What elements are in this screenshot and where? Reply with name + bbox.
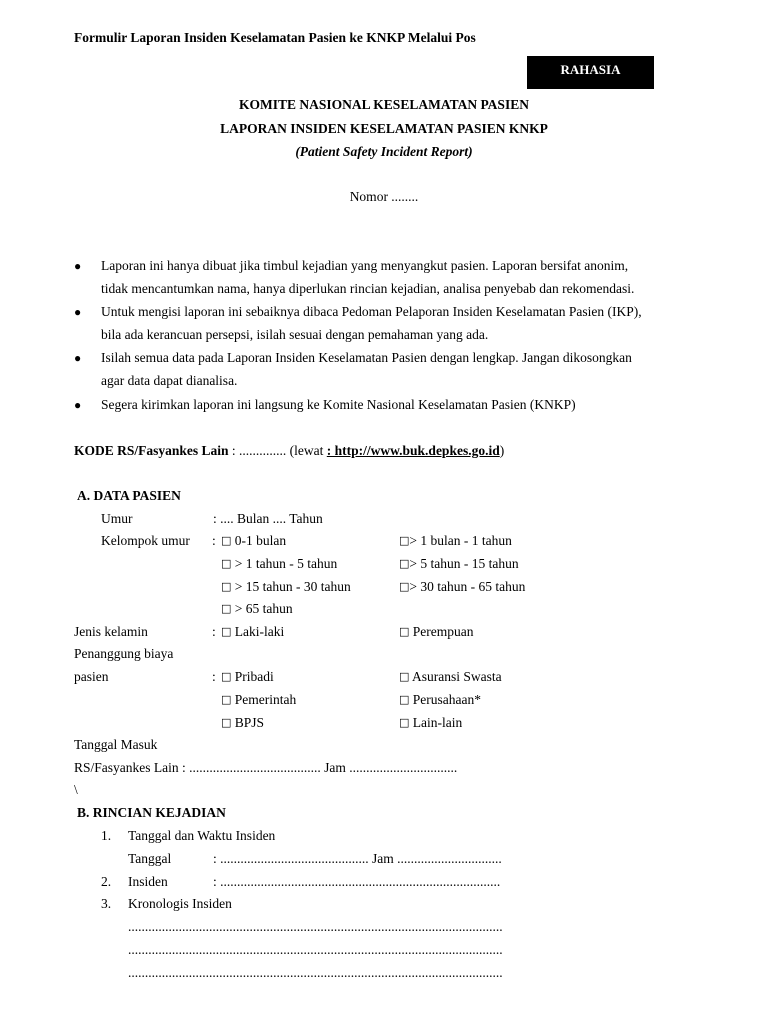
age-option-15-30-tahun[interactable] (221, 579, 351, 595)
instruction-3-line2: agar data dapat dianalisa. (101, 373, 238, 388)
kelompok-umur-label: Kelompok umur (101, 533, 190, 548)
checkbox-icon[interactable]: □ (399, 670, 410, 683)
kode-fill: : .............. (lewat (228, 443, 327, 458)
tanggal-masuk-label: Tanggal Masuk (74, 737, 158, 752)
bullet-icon: ● (74, 398, 82, 412)
bullet-icon: ● (74, 351, 82, 365)
checkbox-icon[interactable]: □ (221, 625, 232, 638)
item-2-number: 2. (101, 874, 112, 889)
instruction-2-line1: Untuk mengisi laporan ini sebaiknya dibaca Pedoman Pelaporan Insiden Keselamatan Pasien (IKP), (101, 304, 642, 319)
section-a-heading: A. DATA PASIEN (77, 488, 181, 503)
option-label: Lain-lain (412, 715, 463, 730)
option-label: > 65 tahun (234, 601, 293, 616)
age-option-30-65-tahun[interactable] (399, 579, 525, 595)
option-label: > 1 bulan - 1 tahun (409, 533, 512, 548)
instruction-1-line1: Laporan ini hanya dibuat jika timbul kejadian yang menyangkut pasien. Laporan bersifat anonim, (101, 258, 629, 273)
kode-close: ) (499, 443, 505, 458)
kronologis-line-2[interactable]: ............................................................................................................... (128, 942, 503, 957)
checkbox-icon[interactable]: □ (399, 557, 410, 570)
org-title: KOMITE NASIONAL KESELAMATAN PASIEN (239, 97, 529, 112)
payer-option-pribadi[interactable] (221, 669, 274, 685)
payer-option-lain[interactable] (399, 715, 462, 731)
report-subtitle: (Patient Safety Incident Report) (295, 144, 473, 159)
item-3-number: 3. (101, 896, 112, 911)
item-1-label: Tanggal dan Waktu Insiden (128, 828, 276, 843)
option-label: Pribadi (234, 669, 274, 684)
umur-field[interactable]: : .... Bulan .... Tahun (213, 511, 323, 526)
bullet-icon: ● (74, 305, 82, 319)
item-2-label: Insiden (128, 874, 168, 889)
checkbox-icon[interactable]: □ (221, 670, 232, 683)
penanggung-biaya-label-2: pasien (74, 669, 109, 684)
item-3-label: Kronologis Insiden (128, 896, 232, 911)
kronologis-line-1[interactable]: ............................................................................................................... (128, 919, 503, 934)
stray-backslash: \ (74, 782, 78, 797)
age-option-0-1-bulan[interactable] (221, 533, 286, 549)
payer-option-asuransi[interactable] (399, 669, 502, 685)
option-label: Perempuan (412, 624, 474, 639)
age-option-5-15-tahun[interactable] (399, 556, 519, 572)
option-label: BPJS (234, 715, 265, 730)
kode-label: KODE RS/Fasyankes Lain (74, 443, 229, 458)
gender-option-male[interactable] (221, 624, 284, 640)
kode-link[interactable]: : http://www.buk.depkes.go.id (326, 443, 500, 458)
payer-option-perusahaan[interactable] (399, 692, 481, 708)
checkbox-icon[interactable]: □ (221, 716, 232, 729)
kronologis-line-3[interactable]: ............................................................................................................... (128, 965, 503, 980)
kode-line (74, 443, 504, 459)
checkbox-icon[interactable]: □ (399, 534, 410, 547)
checkbox-icon[interactable]: □ (399, 693, 410, 706)
option-label: > 5 tahun - 15 tahun (409, 556, 519, 571)
jenis-kelamin-label: Jenis kelamin (74, 624, 148, 639)
checkbox-icon[interactable]: □ (221, 580, 232, 593)
tanggal-masuk-field[interactable]: RS/Fasyankes Lain : ....................................... Jam ................................ (74, 760, 458, 775)
section-b-heading: B. RINCIAN KEJADIAN (77, 805, 226, 820)
option-label: Pemerintah (234, 692, 297, 707)
item-1-number: 1. (101, 828, 112, 843)
instruction-3-line1: Isilah semua data pada Laporan Insiden Keselamatan Pasien dengan lengkap. Jangan dikosongkan (101, 350, 632, 365)
report-number: Nomor ........ (349, 189, 419, 204)
checkbox-icon[interactable]: □ (399, 716, 410, 729)
payer-option-pemerintah[interactable] (221, 692, 296, 708)
report-title: LAPORAN INSIDEN KESELAMATAN PASIEN KNKP (220, 121, 548, 136)
insiden-field[interactable]: : ................................................................................... (213, 874, 501, 889)
option-label: > 15 tahun - 30 tahun (234, 579, 351, 594)
instruction-4-line1: Segera kirimkan laporan ini langsung ke Komite Nasional Keselamatan Pasien (KNKP) (101, 397, 576, 412)
payer-option-bpjs[interactable] (221, 715, 264, 731)
colon: : (212, 624, 216, 639)
age-option-1bulan-1tahun[interactable] (399, 533, 512, 549)
confidential-badge: RAHASIA (527, 56, 654, 89)
colon: : (212, 533, 216, 548)
instruction-1-line2: tidak mencantumkan nama, hanya diperlukan rincian kejadian, analisa penyebab dan rekomendasi. (101, 281, 635, 296)
age-option-1-5-tahun[interactable] (221, 556, 337, 572)
option-label: Perusahaan* (412, 692, 482, 707)
option-label: > 1 tahun - 5 tahun (234, 556, 338, 571)
checkbox-icon[interactable]: □ (399, 580, 410, 593)
bullet-icon: ● (74, 259, 82, 273)
penanggung-biaya-label: Penanggung biaya (74, 646, 174, 661)
gender-option-female[interactable] (399, 624, 474, 640)
option-label: 0-1 bulan (234, 533, 287, 548)
tanggal-insiden-field[interactable]: : ............................................ Jam ............................... (213, 851, 502, 866)
checkbox-icon[interactable]: □ (221, 602, 232, 615)
option-label: > 30 tahun - 65 tahun (409, 579, 526, 594)
checkbox-icon[interactable]: □ (221, 534, 232, 547)
checkbox-icon[interactable]: □ (221, 693, 232, 706)
checkbox-icon[interactable]: □ (221, 557, 232, 570)
checkbox-icon[interactable]: □ (399, 625, 410, 638)
tanggal-label: Tanggal (128, 851, 172, 866)
colon: : (212, 669, 216, 684)
umur-label: Umur (101, 511, 133, 526)
age-option-65-tahun[interactable] (221, 601, 293, 617)
instruction-2-line2: bila ada kerancuan persepsi, isilah sesuai dengan pemahaman yang ada. (101, 327, 489, 342)
option-label: Laki-laki (234, 624, 285, 639)
top-title: Formulir Laporan Insiden Keselamatan Pasien ke KNKP Melalui Pos (74, 30, 476, 45)
option-label: Asuransi Swasta (412, 669, 502, 684)
